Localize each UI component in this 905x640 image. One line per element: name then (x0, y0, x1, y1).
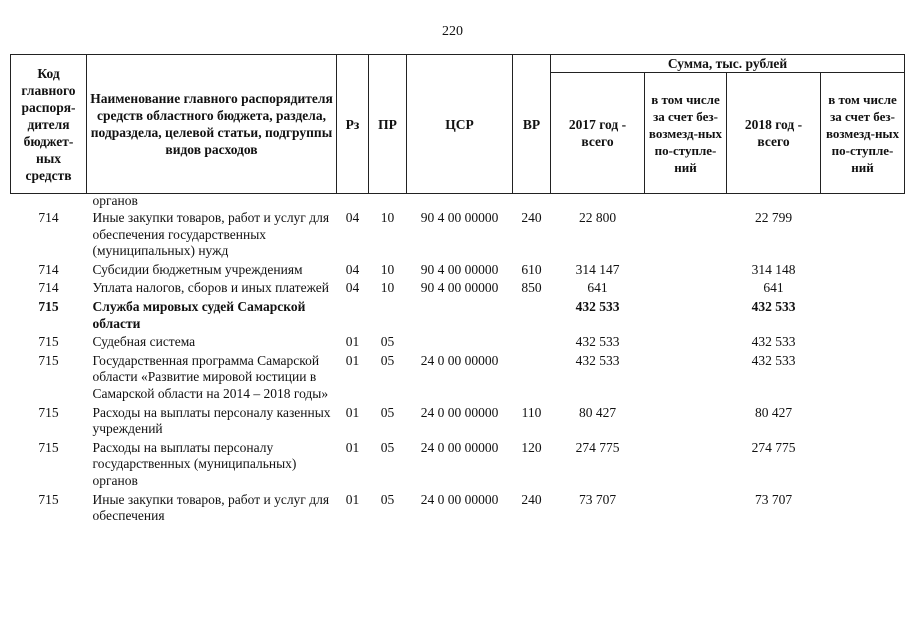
header-sum-group: Сумма, тыс. рублей (551, 55, 905, 73)
table-row (11, 260, 905, 279)
table-row (11, 438, 905, 490)
cell-code: 715 (38, 334, 59, 350)
header-pr: ПР (369, 55, 407, 194)
cell-rz: 01 (345, 334, 360, 350)
cell-2018-free (821, 351, 905, 403)
page-number: 220 (442, 24, 463, 39)
table-row (11, 194, 905, 209)
cell-pr: 10 (380, 280, 395, 296)
cell-vr: 120 (521, 439, 542, 455)
cell-2017-free (645, 403, 727, 438)
cell-vr: 240 (521, 210, 542, 225)
header-2017-total: 2017 год - всего (551, 73, 645, 194)
cell-vr: 110 (521, 404, 542, 420)
table-header (11, 55, 905, 194)
cell-2018-free (821, 278, 905, 297)
cell-vr (513, 351, 551, 403)
cell-name: Иные закупки товаров, работ и услуг для обеспечения (92, 491, 330, 524)
header-2018-free: в том числе за счет без-возмезд-ных по-ступле-ний (821, 73, 905, 194)
cell-name: Служба мировых судей Самарской области (92, 298, 306, 331)
cell-csr: 24 0 00 00000 (420, 491, 499, 507)
cell-2017-free (645, 332, 727, 351)
cell-2017-total: 274 775 (575, 439, 620, 455)
cell-2018-free (821, 260, 905, 279)
cell-rz: 04 (345, 261, 360, 277)
cell-vr: 610 (521, 261, 542, 277)
cell-2017-free (645, 490, 727, 525)
table-row (11, 332, 905, 351)
table-row (11, 351, 905, 403)
cell-2018-free (821, 297, 905, 332)
cell-rz (337, 297, 369, 332)
cell-pr: 05 (380, 404, 395, 420)
header-vr: ВР (513, 55, 551, 194)
cell-2018-free (821, 208, 905, 260)
cell-vr (513, 332, 551, 351)
cell-2018-total: 432 533 (751, 298, 796, 314)
cell-name: Субсидии бюджетным учреждениям (92, 261, 303, 277)
cell-2018-total: 314 148 (751, 261, 796, 277)
cell-2017-total: 641 (587, 280, 608, 296)
header-code: Код главного распоря-дителя бюджет-ных средств (11, 55, 87, 194)
cell-2017-free (645, 351, 727, 403)
cell-csr: 24 0 00 00000 (420, 439, 499, 455)
cell-csr (407, 297, 513, 332)
cell-code: 715 (38, 439, 59, 455)
table-row (11, 490, 905, 525)
cell-code: 715 (38, 491, 59, 507)
cell-csr: 90 4 00 00000 (420, 210, 499, 225)
header-name: Наименование главного распорядителя средств областного бюджета, раздела, подраздела, целевой статьи, подгруппы видов расходов (87, 55, 337, 194)
table-row (11, 403, 905, 438)
cell-2018-total: 432 533 (751, 352, 796, 368)
cell-code: 714 (38, 280, 59, 296)
cell-name: Уплата налогов, сборов и иных платежей (92, 280, 329, 296)
cell-2017-free (645, 297, 727, 332)
budget-table (10, 54, 905, 525)
cell-2018-total (727, 194, 821, 209)
table-row (11, 208, 905, 260)
cell-2018-free (821, 438, 905, 490)
cell-2017-free (645, 208, 727, 260)
cell-rz: 01 (345, 404, 360, 420)
cell-2018-total: 22 799 (754, 210, 793, 225)
cell-2018-free (821, 403, 905, 438)
table-row (11, 297, 905, 332)
header-rz: Рз (337, 55, 369, 194)
cell-2017-total: 432 533 (575, 298, 620, 314)
cell-name: Государственная программа Самарской области «Развитие мировой юстиции в Самарской области на 2014 – 2018 годы» (92, 352, 329, 401)
cell-name: Расходы на выплаты персоналу казенных учреждений (92, 404, 331, 437)
cell-2018-total: 73 707 (754, 491, 793, 507)
cell-csr (407, 332, 513, 351)
cell-code: 715 (38, 352, 59, 368)
cell-2018-total: 641 (763, 280, 784, 296)
cell-pr: 05 (380, 439, 395, 455)
cell-pr: 05 (380, 491, 395, 507)
cell-pr: 05 (380, 352, 395, 368)
cell-2018-total: 432 533 (751, 334, 796, 350)
cell-rz: 01 (345, 439, 360, 455)
cell-2017-total: 432 533 (575, 334, 620, 350)
cell-2017-free (645, 194, 727, 209)
cell-2017-free (645, 438, 727, 490)
cell-2017-total (551, 194, 645, 209)
cell-rz: 04 (345, 210, 360, 225)
cell-code: 715 (38, 404, 59, 420)
cell-name: Судебная система (92, 334, 196, 350)
cell-rz: 04 (345, 280, 360, 296)
cell-2017-total: 22 800 (578, 210, 617, 225)
cell-vr (513, 297, 551, 332)
cell-pr (369, 194, 407, 209)
cell-rz: 01 (345, 491, 360, 507)
cell-2018-free (821, 332, 905, 351)
cell-vr (513, 194, 551, 209)
cell-code (11, 194, 87, 209)
cell-2018-total: 80 427 (754, 404, 793, 420)
cell-rz (337, 194, 369, 209)
cell-csr: 24 0 00 00000 (420, 404, 499, 420)
cell-2018-total: 274 775 (751, 439, 796, 455)
header-2017-free: в том числе за счет без-возмезд-ных по-ступле-ний (645, 73, 727, 194)
cell-code: 715 (38, 298, 59, 314)
cell-vr: 850 (521, 280, 542, 296)
cell-2018-free (821, 490, 905, 525)
cell-rz: 01 (345, 352, 360, 368)
cell-2017-free (645, 278, 727, 297)
header-2018-total: 2018 год - всего (727, 73, 821, 194)
cell-2017-total: 432 533 (575, 352, 620, 368)
cell-2018-free (821, 194, 905, 209)
cell-2017-total: 73 707 (578, 491, 617, 507)
header-csr: ЦСР (407, 55, 513, 194)
cell-name: Расходы на выплаты персоналу государственных (муниципальных) органов (92, 439, 297, 488)
cell-code: 714 (38, 261, 59, 277)
cell-csr: 90 4 00 00000 (420, 280, 499, 296)
table-body (11, 194, 905, 525)
table-row (11, 278, 905, 297)
cell-pr: 10 (380, 261, 395, 277)
cell-2017-free (645, 260, 727, 279)
cell-pr: 05 (380, 334, 395, 350)
cell-name: органов (92, 193, 138, 208)
cell-csr (407, 194, 513, 209)
cell-csr: 90 4 00 00000 (420, 261, 499, 277)
cell-pr (369, 297, 407, 332)
cell-name: Иные закупки товаров, работ и услуг для обеспечения государственных (муниципальных) нужд (92, 210, 330, 259)
cell-pr: 10 (380, 210, 395, 225)
cell-2017-total: 80 427 (578, 404, 617, 420)
cell-2017-total: 314 147 (575, 261, 620, 277)
cell-code: 714 (38, 210, 59, 225)
cell-vr: 240 (521, 491, 542, 507)
cell-csr: 24 0 00 00000 (420, 352, 499, 368)
